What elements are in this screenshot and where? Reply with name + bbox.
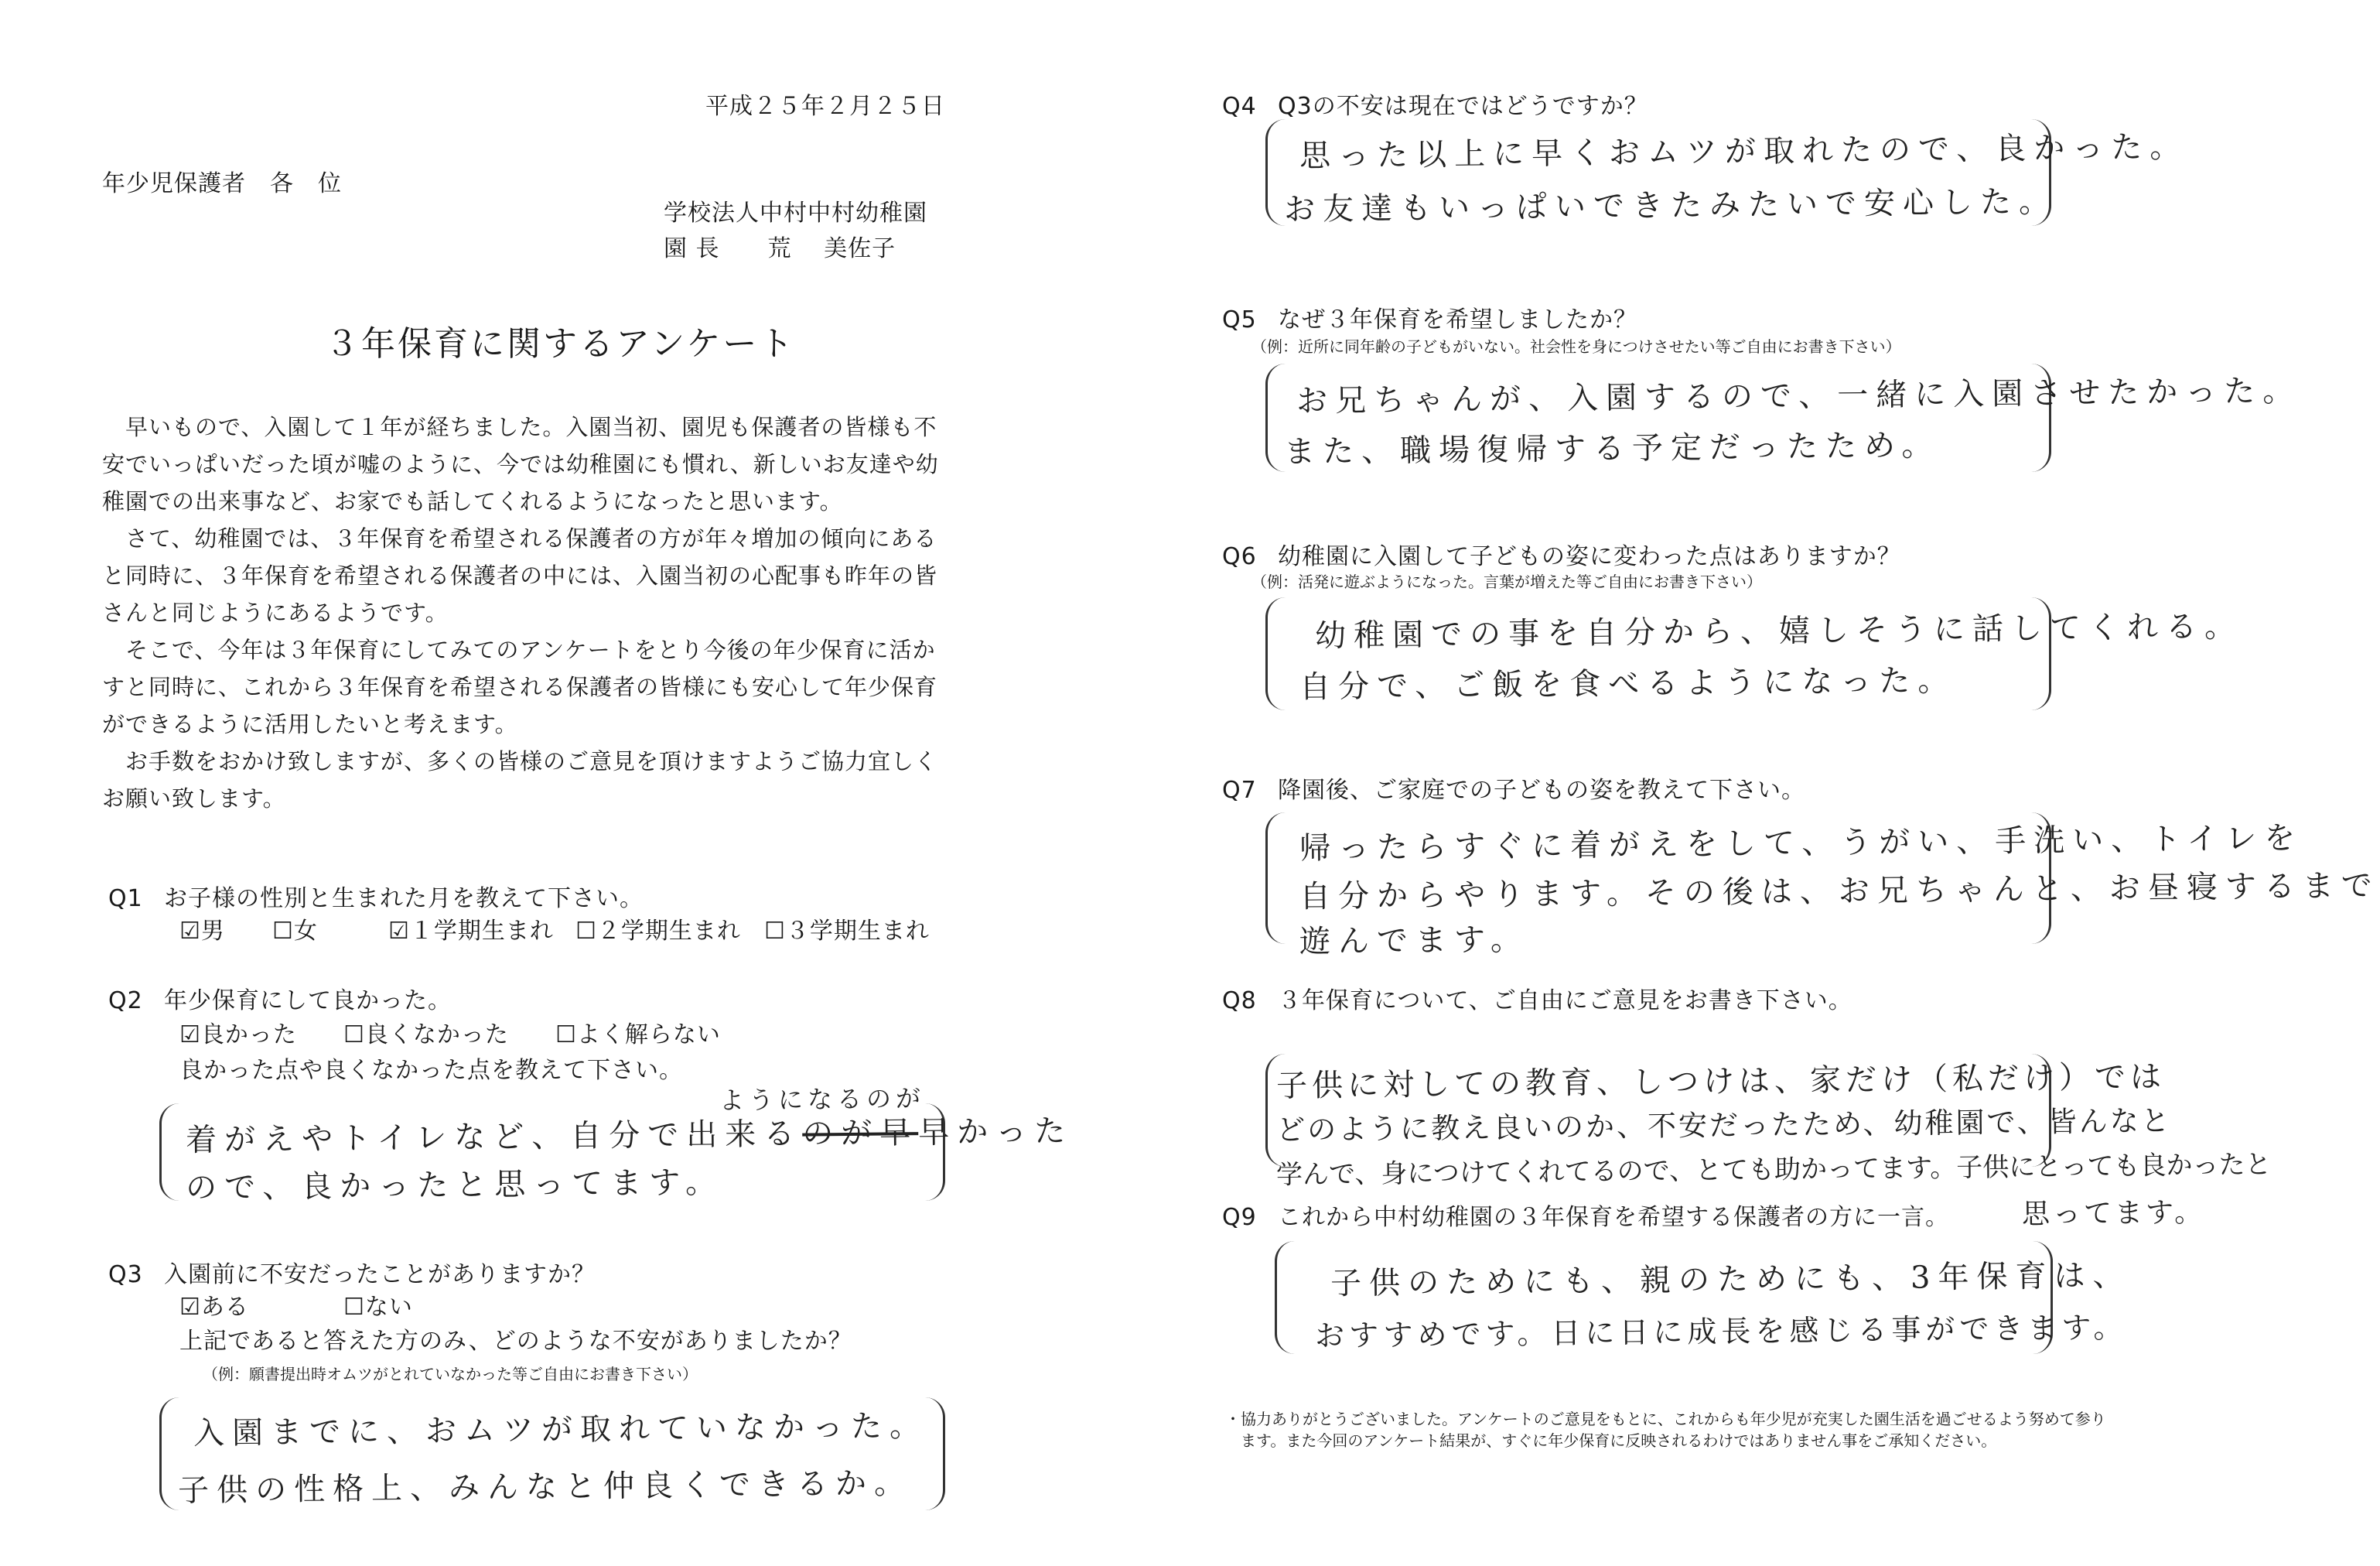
q9-answer-line-2: おすすめです。日に日に成長を感じる事ができます。 (1314, 1310, 2128, 1353)
q3-option-yes[interactable]: ☑ある (179, 1294, 249, 1321)
q2-answer-line-1a: 着がえやトイレなど、自分で出来る (185, 1116, 803, 1159)
q6-question (1222, 537, 1901, 571)
q2-answer-struck-text: のが早 (801, 1115, 919, 1152)
q4-question (1222, 87, 1648, 121)
q1-text: お子様の性別と生まれた月を教えて下さい。 (164, 885, 644, 912)
intro-paragraph-3: そこで、今年は３年保育にしてみてのアンケートをとり今後の年少保育に活かすと同時に、これから３年保育を希望される保護者の皆様にも安心して年少保育ができるように活用したいと考えます。 (102, 637, 938, 737)
q8-answer-line-2: どのように教え良いのか、不安だったため、幼稚園で、皆んなと (1275, 1103, 2173, 1147)
q6-text: 幼稚園に入園して子どもの姿に変わった点はありますか？ (1278, 543, 1901, 570)
q5-answer-line-1: お兄ちゃんが、入園するので、一緒に入園させたかった。 (1296, 373, 2302, 419)
q3-option-no[interactable]: ☐ない (343, 1294, 413, 1321)
q7-question (1222, 771, 1805, 805)
q6-answer-line-2: 自分で、ご飯を食べるようになった。 (1299, 662, 1957, 706)
q2-answer-line-2: ので、良かったと思ってます。 (185, 1164, 725, 1206)
q2-option-unsure[interactable]: ☐よく解らない (555, 1021, 721, 1048)
q8-answer-line-1: 子供に対しての教育、しつけは、家だけ（私だけ）では (1275, 1058, 2167, 1105)
q7-answer-line-1: 帰ったらすぐに着がえをして、うがい、手洗い、トイレを (1299, 820, 2303, 867)
q1-option-term3[interactable]: ☐３学期生まれ (764, 918, 930, 945)
q1-option-term1[interactable]: ☑１学期生まれ (388, 918, 554, 945)
footer-note-line-2: ます。また今回のアンケート結果が、すぐに年少保育に反映されるわけではありません事をご承知ください。 (1241, 1431, 1997, 1450)
q8-answer-line-3: 学んで、身につけてくれてるので、とても助かってます。子供にとっても良かったと (1275, 1149, 2272, 1191)
q2-text: 年少保育にして良かった。 (164, 987, 452, 1014)
q4-answer-line-2: お友達もいっぱいできたみたいで安心した。 (1283, 183, 2058, 228)
q8-answer-line-4: 思ってます。 (2021, 1196, 2206, 1231)
q2-number: Q2 (108, 987, 143, 1014)
q1-number: Q1 (108, 885, 143, 912)
q9-question (1222, 1198, 1949, 1232)
q3-subquestion: 上記であると答えた方のみ、どのような不安がありましたか？ (179, 1328, 852, 1355)
q2-question (108, 981, 452, 1015)
q2-answer-insert: ようになるのが (719, 1083, 926, 1116)
q6-answer-line-1: 幼稚園での事を自分から、嬉しそうに話してくれる。 (1314, 608, 2244, 655)
q1-option-female[interactable]: ☐女 (272, 918, 318, 945)
q5-question (1222, 300, 1637, 334)
q8-question (1222, 981, 1852, 1015)
q2-option-good[interactable]: ☑良かった (179, 1021, 297, 1048)
q5-number: Q5 (1222, 306, 1257, 333)
intro-paragraph-4: お手数をおかけ致しますが、多くの皆様のご意見を頂けますようご協力宜しくお願い致します。 (102, 748, 938, 812)
q9-text: これから中村幼稚園の３年保育を希望する保護者の方に一言。 (1278, 1204, 1949, 1231)
q2-subquestion: 良かった点や良くなかった点を教えて下さい。 (179, 1057, 683, 1084)
intro-paragraph-1: 早いもので、入園して１年が経ちました。入園当初、園児も保護者の皆様も不安でいっぱいだった頃が嘘のように、今では幼稚園にも慣れ、新しいお友達や幼稚園での出来事など、お家でも話してくれるようになったと思います。 (102, 414, 939, 515)
intro-text (102, 409, 941, 817)
q3-number: Q3 (108, 1261, 143, 1288)
q1-option-term2[interactable]: ☐２学期生まれ (575, 918, 741, 945)
school-name: 学校法人中村中村幼稚園 (664, 200, 927, 227)
q7-answer-line-3: 遊んでます。 (1299, 921, 1530, 960)
q2-answer-line-1 (186, 1106, 1074, 1160)
principal-name: 園 長 荒 美佐子 (664, 235, 896, 262)
q5-example: （例：近所に同年齢の子どもがいない。社会性を身につけさせたい等ご自由にお書き下さい） (1251, 337, 1901, 356)
q3-question (108, 1255, 596, 1289)
q1-question (108, 879, 644, 913)
recipient-line: 年少児保護者 各 位 (102, 170, 342, 197)
q9-number: Q9 (1222, 1204, 1257, 1231)
q7-text: 降園後、ご家庭での子どもの姿を教えて下さい。 (1278, 777, 1805, 804)
document-title: ３年保育に関するアンケート (325, 324, 796, 364)
q3-answer-line-1: 入園までに、おムツが取れていなかった。 (193, 1408, 929, 1451)
q5-text: なぜ３年保育を希望しましたか？ (1278, 306, 1637, 333)
q3-example: （例：願書提出時オムツがとれていなかった等ご自由にお書き下さい） (203, 1365, 698, 1383)
q8-number: Q8 (1222, 987, 1257, 1014)
q6-number: Q6 (1222, 543, 1257, 570)
q2-answer-line-1b: 早かった (917, 1113, 1074, 1151)
q5-answer-line-2: また、職場復帰する予定だったため。 (1283, 427, 1941, 470)
intro-paragraph-2: さて、幼稚園では、３年保育を希望される保護者の方が年々増加の傾向にあると同時に、３年保育を希望される保護者の中には、入園当初の心配事も昨年の皆さんと同じようにあるようです。 (102, 525, 938, 626)
q8-text: ３年保育について、ご自由にご意見をお書き下さい。 (1278, 987, 1852, 1014)
q1-option-male[interactable]: ☑男 (179, 918, 225, 945)
document-date: 平成２５年２月２５日 (705, 93, 945, 120)
footer-note-line-1: ・協力ありがとうございました。アンケートのご意見をもとに、これからも年少児が充実した園生活を過ごせるよう努めて参り (1225, 1410, 2106, 1428)
q2-option-not-good[interactable]: ☐良くなかった (343, 1021, 509, 1048)
q3-answer-line-2: 子供の性格上、みんなと仲良くできるか。 (177, 1465, 913, 1509)
q4-answer-line-1: 思った以上に早くおムツが取れたので、良かった。 (1299, 128, 2189, 175)
q3-text: 入園前に不安だったことがありますか？ (164, 1261, 596, 1288)
q7-answer-line-2: 自分からやります。その後は、お兄ちゃんと、お昼寝するまで (1299, 867, 2380, 915)
q7-number: Q7 (1222, 777, 1257, 804)
q6-example: （例：活発に遊ぶようになった。言葉が増えた等ご自由にお書き下さい） (1251, 573, 1762, 591)
q4-number: Q4 (1222, 93, 1257, 120)
q4-text: Q3の不安は現在ではどうですか？ (1278, 93, 1648, 120)
q9-answer-line-1: 子供のためにも、親のためにも、3年保育は、 (1330, 1257, 2132, 1302)
